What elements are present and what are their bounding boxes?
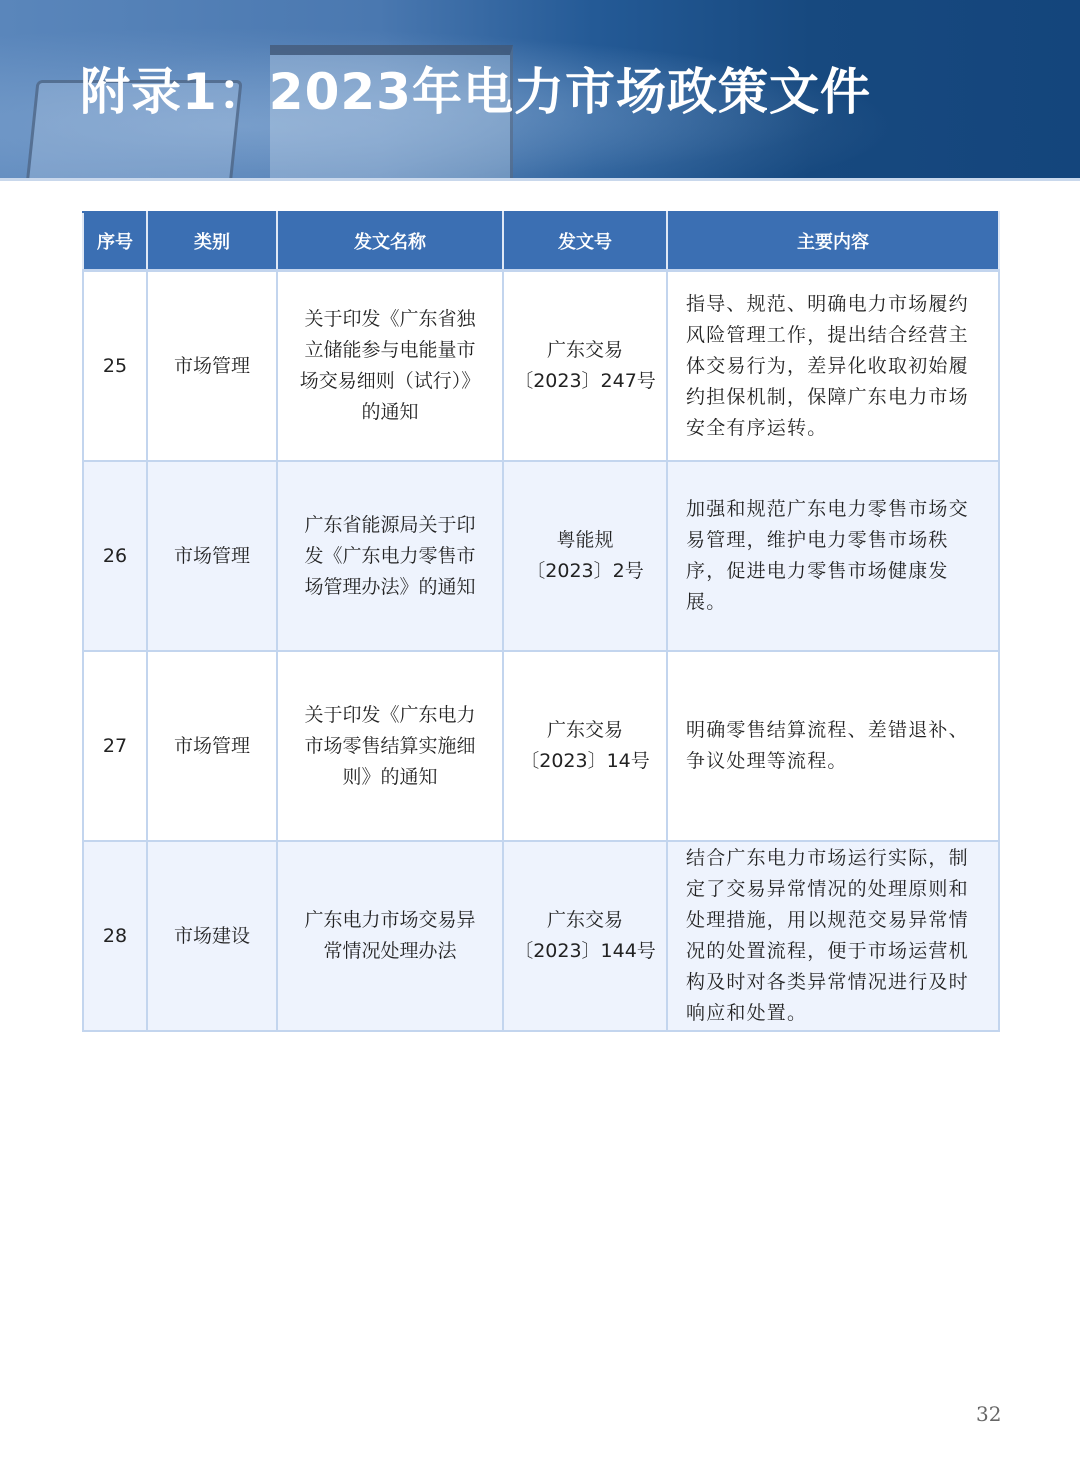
row-category: 市场管理 (147, 461, 277, 651)
header-banner (0, 0, 1080, 180)
row-document-number (503, 271, 667, 462)
doc-number-code: 〔2023〕2号 (526, 560, 644, 582)
doc-number-issuer: 粤能规 (556, 529, 614, 551)
column-header-category: 类别 (147, 212, 277, 271)
table-row (83, 651, 999, 841)
row-main-content: 加强和规范广东电力零售市场交易管理，维护电力零售市场秩序，促进电力零售市场健康发展。 (667, 461, 999, 651)
table-header-row (83, 212, 999, 271)
table-row (83, 841, 999, 1031)
row-category: 市场管理 (147, 271, 277, 462)
column-header-content: 主要内容 (667, 212, 999, 271)
column-header-no: 序号 (83, 212, 147, 271)
doc-number-issuer: 广东交易 (546, 339, 623, 361)
row-document-name: 广东电力市场交易异常情况处理办法 (277, 841, 503, 1031)
row-category: 市场管理 (147, 651, 277, 841)
row-number: 28 (83, 841, 147, 1031)
policy-table (82, 211, 1000, 1032)
table-row (83, 461, 999, 651)
doc-number-code: 〔2023〕144号 (514, 940, 656, 962)
row-document-number (503, 651, 667, 841)
row-number: 27 (83, 651, 147, 841)
doc-number-issuer: 广东交易 (546, 909, 623, 931)
row-main-content: 指导、规范、明确电力市场履约风险管理工作，提出结合经营主体交易行为，差异化收取初始履约担保机制，保障广东电力市场安全有序运转。 (667, 271, 999, 462)
column-header-doc-no: 发文号 (503, 212, 667, 271)
row-document-number (503, 461, 667, 651)
row-number: 26 (83, 461, 147, 651)
row-document-number (503, 841, 667, 1031)
table-row (83, 271, 999, 462)
doc-number-issuer: 广东交易 (546, 719, 623, 741)
page-title: 附录1：2023年电力市场政策文件 (80, 63, 871, 121)
row-document-name: 关于印发《广东电力市场零售结算实施细则》的通知 (277, 651, 503, 841)
row-number: 25 (83, 271, 147, 462)
doc-number-code: 〔2023〕247号 (514, 370, 656, 392)
row-main-content: 明确零售结算流程、差错退补、争议处理等流程。 (667, 651, 999, 841)
page-number: 32 (976, 1402, 1002, 1426)
row-category: 市场建设 (147, 841, 277, 1031)
doc-number-code: 〔2023〕14号 (520, 750, 650, 772)
column-header-name: 发文名称 (277, 212, 503, 271)
row-document-name: 关于印发《广东省独立储能参与电能量市场交易细则（试行）》的通知 (277, 271, 503, 462)
banner-divider (0, 178, 1080, 181)
row-document-name: 广东省能源局关于印发《广东电力零售市场管理办法》的通知 (277, 461, 503, 651)
row-main-content: 结合广东电力市场运行实际，制定了交易异常情况的处理原则和处理措施，用以规范交易异常情况的处置流程，便于市场运营机构及时对各类异常情况进行及时响应和处置。 (667, 841, 999, 1031)
